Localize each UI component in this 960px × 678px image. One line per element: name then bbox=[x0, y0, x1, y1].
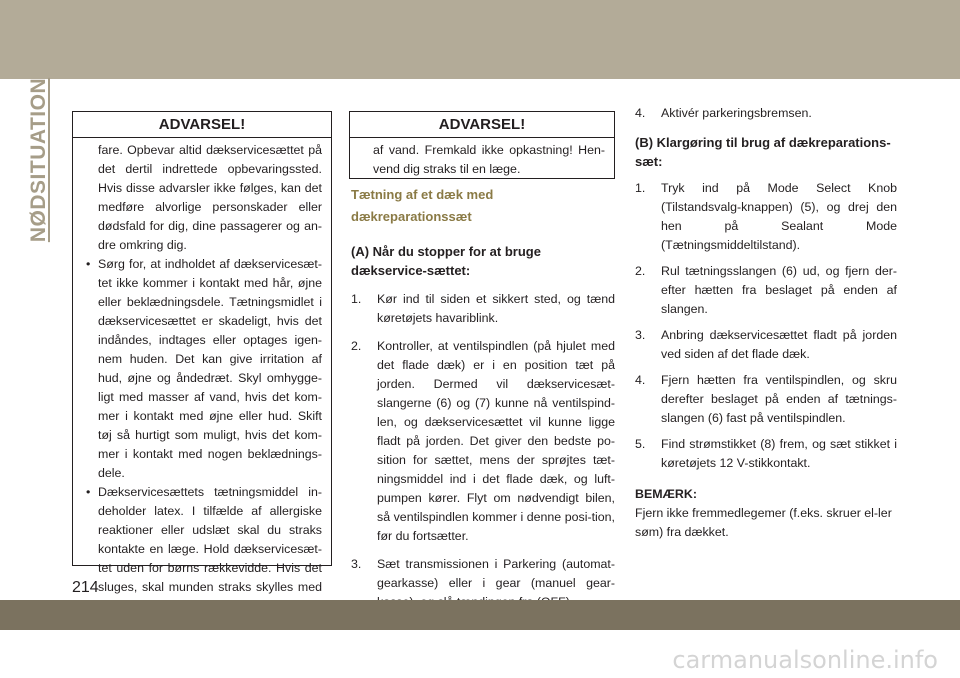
step-number: 4. bbox=[635, 106, 646, 120]
warning-title: ADVARSEL! bbox=[73, 112, 331, 138]
step-number: 1. bbox=[351, 292, 362, 306]
step-number: 1. bbox=[635, 181, 646, 195]
warning-bullet: • Sørg for, at indholdet af dækservicesæt-tet ikke kommer i kontakt med hår, øjne eller beklædningsdele. Tætningsmidlet i dækservicesættet er skadeligt, hvis det indåndes, indtages eller optages igen-nem huden. Det kan give irritation af hud, øjne og åndedræt. Skyl omhygge-ligt med masser af vand, hvis det kom-mer i kontakt med øjne eller hud. Skift tøj så hurtigt som muligt, hvis det kom-mer i kontakt med nogen beklædnings-dele. bbox=[84, 255, 322, 483]
watermark: carmanualsonline.info bbox=[672, 646, 938, 674]
step-text: Fjern hætten fra ventilspindlen, og skru derefter beslaget på enden af tætnings-slangen (6) fast på ventilspindlen. bbox=[661, 373, 897, 425]
warning-box-middle bbox=[349, 111, 615, 179]
step-text: Kør ind til siden et sikkert sted, og tænd køretøjets havariblink. bbox=[377, 292, 615, 325]
step-text: Find strømstikket (8) frem, og sæt stikket i køretøjets 12 V-stikkontakt. bbox=[661, 437, 897, 470]
step-item bbox=[351, 290, 615, 328]
right-column bbox=[635, 104, 897, 542]
section-heading: Tætning af et dæk med dækreparationssæt bbox=[351, 187, 494, 224]
steps-a bbox=[351, 290, 615, 612]
warning-text: af vand. Fremkald ikke opkastning! Hen-vend dig straks til en læge. bbox=[373, 143, 605, 176]
step-4-list bbox=[635, 104, 897, 123]
step-number: 4. bbox=[635, 373, 646, 387]
bottom-banner bbox=[0, 600, 960, 630]
page-number: 214 bbox=[72, 579, 99, 596]
step-text: Anbring dækservicesættet fladt på jorden ved siden af det flade dæk. bbox=[661, 328, 897, 361]
warning-intro: fare. Opbevar altid dækservicesættet på det dertil indrettede opbevaringssted. Hvis disse advarsler ikke følges, kan det medføre alvorlige personskader eller dødsfald for dig, dine passagerer og an-dre omkring dig. bbox=[98, 143, 322, 252]
step-item bbox=[635, 326, 897, 364]
step-item bbox=[635, 371, 897, 428]
subheading-b: (B) Klargøring til brug af dækreparations-sæt: bbox=[635, 135, 891, 169]
step-number: 2. bbox=[351, 339, 362, 353]
step-item bbox=[635, 104, 897, 123]
step-number: 3. bbox=[635, 328, 646, 342]
step-item bbox=[351, 337, 615, 546]
middle-column bbox=[351, 184, 615, 612]
subheading-a: (A) Når du stopper for at bruge dækservice-sættet: bbox=[351, 244, 541, 278]
step-text: Aktivér parkeringsbremsen. bbox=[661, 106, 812, 120]
section-title: NØDSITUATION bbox=[27, 77, 50, 243]
step-text: Tryk ind på Mode Select Knob (Tilstandsvalg-knappen) (5), og drej den hen på Sealant Mode (Tætningsmiddeltilstand). bbox=[661, 181, 897, 252]
step-item bbox=[635, 435, 897, 473]
step-text: Kontroller, at ventilspindlen (på hjulet med det flade dæk) er i en position tæt på jorden. Dermed vil dækservicesæt-slangerne (6) og (7) kunne nå ventilspind-len, og dækservicesættet vil kunne ligge fladt på jorden. Det giver den bedste po-sition for sættet, mens der sprøjtes tæt-ningsmiddel ind i det flade dæk, og luft-pumpen kører. Flyt om nødvendigt bilen, så ventilspindlen kommer i denne posi-tion, før du fortsætter. bbox=[377, 339, 615, 543]
step-text: Rul tætningsslangen (6) ud, og fjern der-efter hætten fra beslaget på enden af slangen. bbox=[661, 264, 897, 316]
note-label: BEMÆRK: bbox=[635, 487, 697, 501]
warning-bullet-list bbox=[84, 255, 322, 635]
note-text: Fjern ikke fremmedlegemer (f.eks. skruer el-ler søm) fra dækket. bbox=[635, 506, 892, 539]
step-number: 5. bbox=[635, 437, 646, 451]
steps-b bbox=[635, 179, 897, 473]
step-number: 2. bbox=[635, 264, 646, 278]
step-text: Sæt transmissionen i Parkering (automat-gearkasse) eller i gear (manuel gear- bbox=[377, 557, 615, 590]
step-number: 3. bbox=[351, 557, 362, 571]
warning-title: ADVARSEL! bbox=[350, 112, 614, 138]
warning-body bbox=[73, 138, 331, 635]
top-banner bbox=[0, 0, 960, 79]
warning-bullet: • Dækservicesættets tætningsmiddel in-deholder latex. I tilfælde af allergiske reaktioner eller udslæt skal du straks kontakte en læge. Hold dækservicesæt-tet uden for børns rækkevidde. Hvis det sluges, skal munden straks skylles med bbox=[84, 483, 322, 635]
step-item bbox=[635, 179, 897, 255]
step-item bbox=[635, 262, 897, 319]
